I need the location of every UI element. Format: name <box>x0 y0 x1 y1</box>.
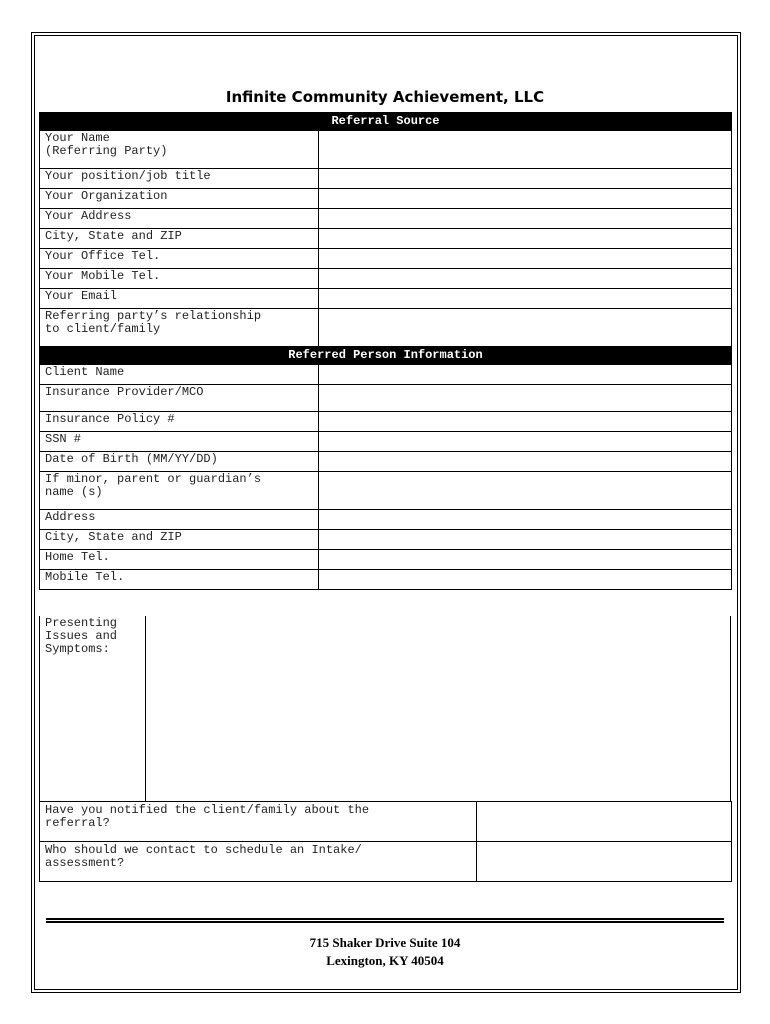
date-of-birth-field[interactable] <box>319 452 732 472</box>
insurance-provider-field[interactable] <box>319 385 732 412</box>
field-label: If minor, parent or guardian’s name (s) <box>40 472 319 510</box>
insurance-policy-field[interactable] <box>319 412 732 432</box>
field-label: Insurance Policy # <box>40 412 319 432</box>
office-tel-field[interactable] <box>319 249 732 269</box>
questions-table <box>39 801 732 882</box>
email-field[interactable] <box>319 289 732 309</box>
field-label: Home Tel. <box>40 550 319 570</box>
field-label: Mobile Tel. <box>40 570 319 590</box>
client-city-state-zip-field[interactable] <box>319 530 732 550</box>
field-label: Your Organization <box>40 189 319 209</box>
section-header-referred-person <box>40 347 732 365</box>
field-label: Your position/job title <box>40 169 319 189</box>
field-label: Address <box>40 510 319 530</box>
field-label: SSN # <box>40 432 319 452</box>
footer-divider <box>46 918 724 923</box>
field-label: Insurance Provider/MCO <box>40 385 319 412</box>
presenting-issues-box[interactable] <box>39 616 731 802</box>
field-label: City, State and ZIP <box>40 229 319 249</box>
field-label: Your Office Tel. <box>40 249 319 269</box>
your-name-field[interactable] <box>319 131 732 169</box>
address-field[interactable] <box>319 209 732 229</box>
section-header-referral-source <box>40 113 732 131</box>
field-label: Date of Birth (MM/YY/DD) <box>40 452 319 472</box>
field-label: Your Email <box>40 289 319 309</box>
field-label: Client Name <box>40 365 319 385</box>
notified-client-field[interactable] <box>477 802 732 842</box>
footer-address-line1: 715 Shaker Drive Suite 104 <box>309 935 461 950</box>
relationship-field[interactable] <box>319 309 732 347</box>
client-address-field[interactable] <box>319 510 732 530</box>
client-name-field[interactable] <box>319 365 732 385</box>
position-field[interactable] <box>319 169 732 189</box>
guardian-name-field[interactable] <box>319 472 732 510</box>
question-label: Have you notified the client/family about the referral? <box>40 802 477 842</box>
referral-form-table <box>39 112 732 590</box>
ssn-field[interactable] <box>319 432 732 452</box>
field-label: Your Mobile Tel. <box>40 269 319 289</box>
field-label: Your Address <box>40 209 319 229</box>
field-label: City, State and ZIP <box>40 530 319 550</box>
home-tel-field[interactable] <box>319 550 732 570</box>
field-label: Your Name (Referring Party) <box>40 131 319 169</box>
presenting-issues-label: Presenting Issues and Symptoms: <box>40 616 146 801</box>
company-title: Infinite Community Achievement, LLC <box>225 88 545 106</box>
question-label: Who should we contact to schedule an Intake/ assessment? <box>40 842 477 882</box>
client-mobile-tel-field[interactable] <box>319 570 732 590</box>
field-label: Referring party’s relationship to client/family <box>40 309 319 347</box>
footer-address-line2: Lexington, KY 40504 <box>326 953 444 968</box>
section-title: Referral Source <box>40 113 732 131</box>
organization-field[interactable] <box>319 189 732 209</box>
city-state-zip-field[interactable] <box>319 229 732 249</box>
section-title: Referred Person Information <box>40 347 732 365</box>
intake-contact-field[interactable] <box>477 842 732 882</box>
mobile-tel-field[interactable] <box>319 269 732 289</box>
